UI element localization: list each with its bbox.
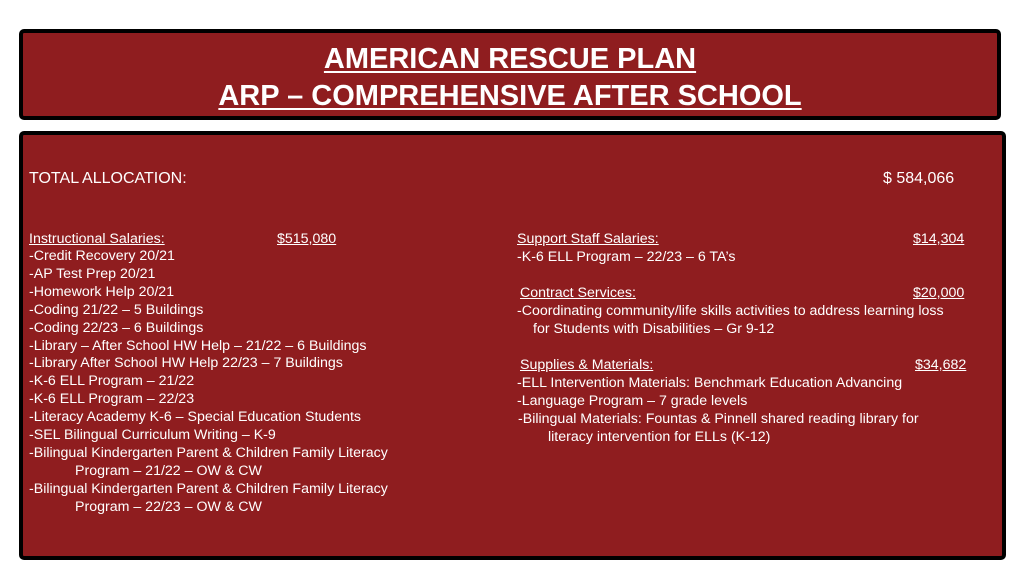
contract-services-item: -Coordinating community/life skills activities to address learning loss <box>517 303 944 319</box>
list-item: -Literacy Academy K-6 – Special Education Students <box>29 409 362 426</box>
list-item: -Homework Help 20/21 <box>29 283 175 300</box>
total-allocation-amount: $ 584,066 <box>883 170 955 187</box>
list-item: -Coding 22/23 – 6 Buildings <box>29 319 204 336</box>
list-item: -Library After School HW Help 22/23 – 7 Buildings <box>29 355 343 372</box>
list-item: -Library – After School HW Help – 21/22 – 6 Buildings <box>29 337 367 354</box>
support-staff-item: -K-6 ELL Program – 22/23 – 6 TA’s <box>517 249 736 265</box>
supplies-materials-item: -Language Program – 7 grade levels <box>517 393 748 409</box>
instructional-salaries-amount: $515,080 <box>277 231 337 247</box>
instructional-items-list <box>29 248 388 517</box>
list-item: -Credit Recovery 20/21 <box>29 248 175 264</box>
total-allocation-label: TOTAL ALLOCATION: <box>29 170 187 187</box>
list-item: Program – 21/22 – OW & CW <box>75 462 262 479</box>
title-banner <box>19 29 1001 120</box>
list-item: Program – 22/23 – OW & CW <box>75 498 262 515</box>
contract-services-item-continued: for Students with Disabilities – Gr 9-12 <box>533 321 775 337</box>
title-line-1: AMERICAN RESCUE PLAN <box>323 43 697 75</box>
title-line-2: ARP – COMPREHENSIVE AFTER SCHOOL <box>218 80 802 112</box>
supplies-materials-amount: $34,682 <box>915 357 967 373</box>
list-item: -Coding 21/22 – 5 Buildings <box>29 301 204 318</box>
contract-services-heading: Contract Services: <box>520 285 636 301</box>
supplies-materials-heading: Supplies & Materials: <box>520 357 654 373</box>
supplies-materials-item-continued: literacy intervention for ELLs (K-12) <box>548 429 771 445</box>
supplies-materials-item: -Bilingual Materials: Fountas & Pinnell shared reading library for <box>518 411 919 427</box>
list-item: -AP Test Prep 20/21 <box>29 265 156 282</box>
contract-services-amount: $20,000 <box>913 285 965 301</box>
instructional-salaries-heading: Instructional Salaries: <box>29 231 165 247</box>
content-panel <box>19 131 1006 560</box>
support-staff-heading: Support Staff Salaries: <box>517 231 659 247</box>
list-item: -K-6 ELL Program – 22/23 <box>29 391 195 408</box>
support-staff-amount: $14,304 <box>913 231 965 247</box>
list-item: -Bilingual Kindergarten Parent & Children Family Literacy <box>29 480 388 497</box>
supplies-materials-item: -ELL Intervention Materials: Benchmark Education Advancing <box>517 375 903 391</box>
list-item: -K-6 ELL Program – 21/22 <box>29 373 195 390</box>
list-item: -SEL Bilingual Curriculum Writing – K-9 <box>29 427 276 444</box>
list-item: -Bilingual Kindergarten Parent & Children Family Literacy <box>29 444 388 461</box>
